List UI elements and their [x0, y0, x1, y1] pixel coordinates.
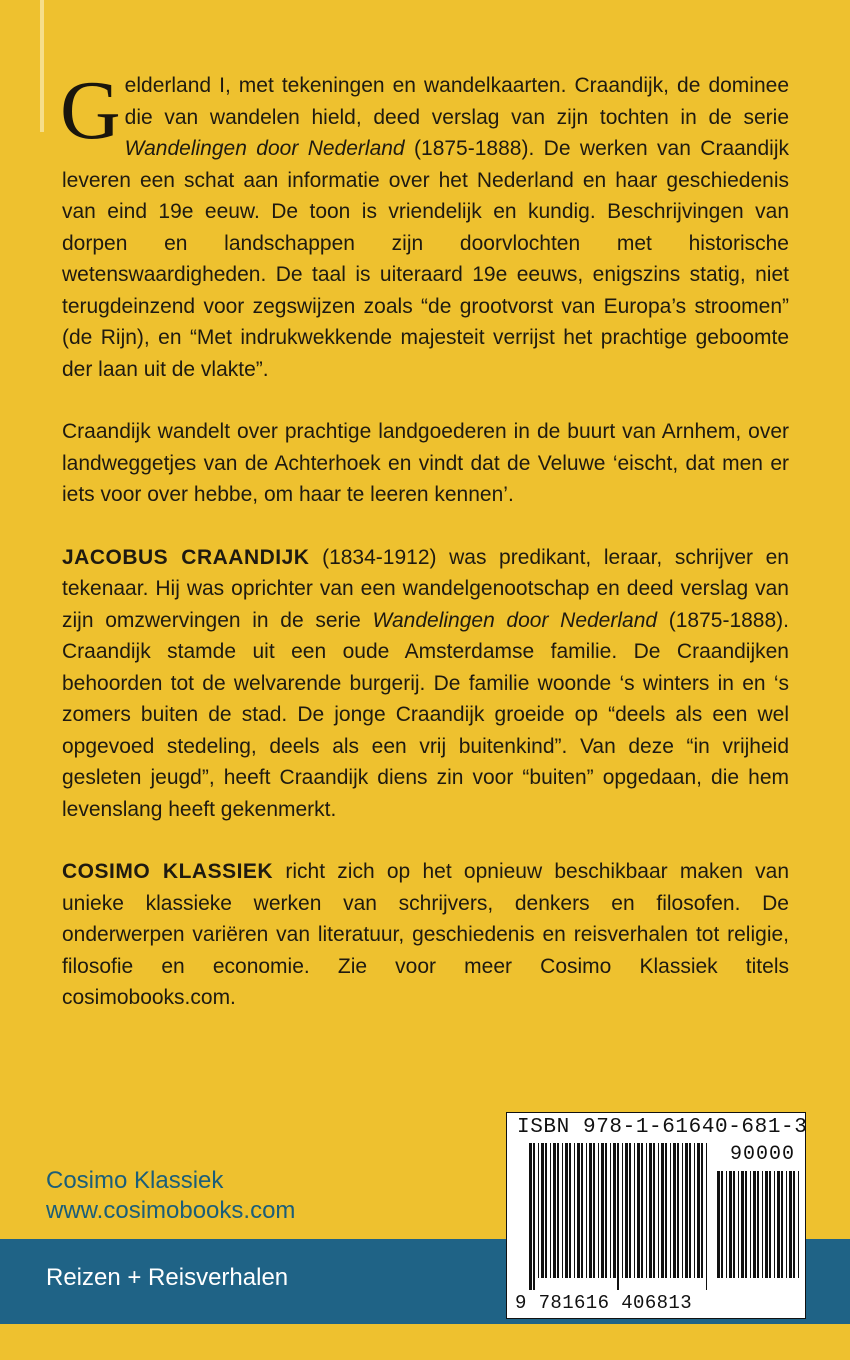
barcode-bar	[569, 1143, 571, 1278]
back-cover-blurb	[60, 64, 789, 1045]
barcode-bar	[685, 1143, 688, 1278]
barcode-bar	[757, 1171, 759, 1278]
isbn-text: ISBN 978-1-61640-681-3	[517, 1116, 808, 1139]
blurb-paragraph-1-tail: (1875-1888). De werken van Craandijk leveren een schat aan informatie over het Nederland en haar geschiedenis van eind 19e eeuw. De toon is vriendelijk en kundig. Beschrijvingen van dorpen en landschappen zijn doorvlochten met historische wetenswaardigheden. De taal is uiteraard 19e eeuws, enigszins statig, niet terugdeinzend voor zegswijzen zoals “de grootvorst van Europa’s stroomen” (de Rijn), en “Met indrukwekkende majesteit verrijst het prachtige geboomte der laan uit de vlakte”.	[62, 137, 789, 381]
publisher-paragraph-text: richt zich op het opnieuw beschikbaar maken van unieke klassieke werken van schrijvers, denkers en filosofen. De onderwerpen variëren van literatuur, geschiedenis en reisverhalen tot religie, filosofie en economie. Zie voor meer Cosimo Klassiek titels cosimobooks.com.	[62, 860, 789, 1009]
barcode-bar	[793, 1171, 795, 1278]
barcode-bar	[789, 1171, 792, 1278]
series-title-italic-2: Wandelingen door Nederland	[372, 608, 658, 632]
ean-barcode-bars	[529, 1143, 709, 1290]
barcode-bar	[637, 1143, 640, 1278]
blurb-paragraph-1-text: elderland I, met tekeningen en wandelkaarten. Craandijk, de dominee die van wandelen hield, deed verslag van zijn tochten in de serie	[124, 74, 789, 129]
author-bio-tail: (1875-1888). Craandijk stamde uit een oude Amsterdamse familie. De Craandijken behoorden tot de welvarende burgerij. De familie woonde ‘s winters in en ‘s zomers buiten de stad. De jonge Craandijk groeide op “deels als een wel opgevoed stedeling, deels als een vrij buitenkind”. Van deze “in vrijheid gesleten jeugd”, heeft Craandijk diens zin voor “buiten” opgedaan, die hem levenslang heeft gekenmerkt.	[62, 608, 789, 821]
barcode-bar	[529, 1143, 532, 1290]
barcode-bar	[649, 1143, 652, 1278]
barcode-bar	[670, 1143, 671, 1278]
barcode-bar	[750, 1171, 751, 1278]
ean-digits: 9 781616 406813	[515, 1292, 693, 1314]
spine-accent-line	[40, 0, 44, 132]
barcode-bar	[605, 1143, 607, 1278]
barcode-bar	[653, 1143, 655, 1278]
barcode-bar	[741, 1171, 744, 1278]
barcode-bar	[733, 1171, 735, 1278]
barcode-bar	[701, 1143, 703, 1278]
barcode-bar	[593, 1143, 595, 1278]
barcode-bar	[673, 1143, 676, 1278]
barcode-bar	[646, 1143, 647, 1278]
category-label: Reizen + Reisverhalen	[46, 1264, 289, 1291]
barcode-bar	[541, 1143, 544, 1278]
author-bio-text: (1834-1912) was predikant, leraar, schrijver en tekenaar. Hij was oprichter van een wandelgenootschap en deed verslag van zijn omzwervingen in de serie	[62, 545, 789, 632]
barcode-bar	[726, 1171, 727, 1278]
barcode-bar	[557, 1143, 559, 1278]
barcode-bar	[682, 1143, 683, 1278]
barcode-bar	[545, 1143, 547, 1278]
barcode-bar	[717, 1171, 720, 1278]
barcode-box	[506, 1112, 806, 1319]
barcode-bar	[706, 1143, 707, 1290]
publisher-paragraph	[62, 856, 789, 1014]
barcode-bar	[565, 1143, 568, 1278]
barcode-bar	[729, 1171, 732, 1278]
author-name: JACOBUS CRAANDIJK	[62, 545, 310, 569]
barcode-bar	[753, 1171, 756, 1278]
series-title-italic: Wandelingen door Nederland	[124, 137, 405, 160]
barcode-bar	[601, 1143, 604, 1278]
barcode-bar	[577, 1143, 580, 1278]
publisher-name: Cosimo Klassiek	[46, 1167, 224, 1194]
barcode-bar	[581, 1143, 583, 1278]
barcode-bar	[745, 1171, 747, 1278]
blurb-paragraph-1	[60, 64, 789, 385]
barcode-bar	[697, 1143, 700, 1278]
barcode-bar	[798, 1171, 799, 1278]
barcode-bar	[689, 1143, 691, 1278]
barcode-bar	[562, 1143, 563, 1278]
barcode-bar	[589, 1143, 592, 1278]
barcode-bar	[762, 1171, 763, 1278]
barcode-bar	[586, 1143, 587, 1278]
barcode-bar	[777, 1171, 780, 1278]
barcode-bar	[629, 1143, 631, 1278]
barcode-bar	[665, 1143, 667, 1278]
price-code: 90000	[729, 1143, 795, 1166]
drop-cap-letter: G	[60, 64, 121, 157]
barcode-bar	[694, 1143, 695, 1278]
barcode-bar	[538, 1143, 539, 1278]
barcode-bar	[641, 1143, 643, 1278]
publisher-series-name: COSIMO KLASSIEK	[62, 860, 274, 883]
barcode-bar	[613, 1143, 616, 1278]
barcode-bar	[625, 1143, 628, 1278]
barcode-bar	[634, 1143, 635, 1278]
barcode-bar	[781, 1171, 783, 1278]
barcode-bar	[769, 1171, 771, 1278]
author-bio-paragraph	[62, 542, 789, 826]
blurb-paragraph-2: Craandijk wandelt over prachtige landgoederen in de buurt van Arnhem, over landweggetjes van de Achterhoek en vindt dat de Veluwe ‘eischt, dat men er iets voor over hebbe, om haar te leeren kennen’.	[62, 420, 789, 506]
barcode-bar	[598, 1143, 599, 1278]
barcode-bar	[622, 1143, 623, 1278]
barcode-bar	[658, 1143, 659, 1278]
barcode-bar	[617, 1143, 619, 1290]
barcode-bar	[661, 1143, 664, 1278]
barcode-bar	[553, 1143, 556, 1278]
barcode-bar	[574, 1143, 575, 1278]
barcode-bar	[550, 1143, 551, 1278]
barcode-bar	[786, 1171, 787, 1278]
publisher-brand	[46, 1166, 295, 1226]
barcode-bar	[610, 1143, 611, 1278]
barcode-bar	[533, 1143, 535, 1290]
barcode-bar	[721, 1171, 723, 1278]
barcode-bar	[765, 1171, 768, 1278]
barcode-bar	[738, 1171, 739, 1278]
addon-barcode-bars	[717, 1171, 799, 1290]
barcode-bar	[774, 1171, 775, 1278]
barcode-bar	[677, 1143, 679, 1278]
publisher-url: www.cosimobooks.com	[46, 1197, 296, 1224]
